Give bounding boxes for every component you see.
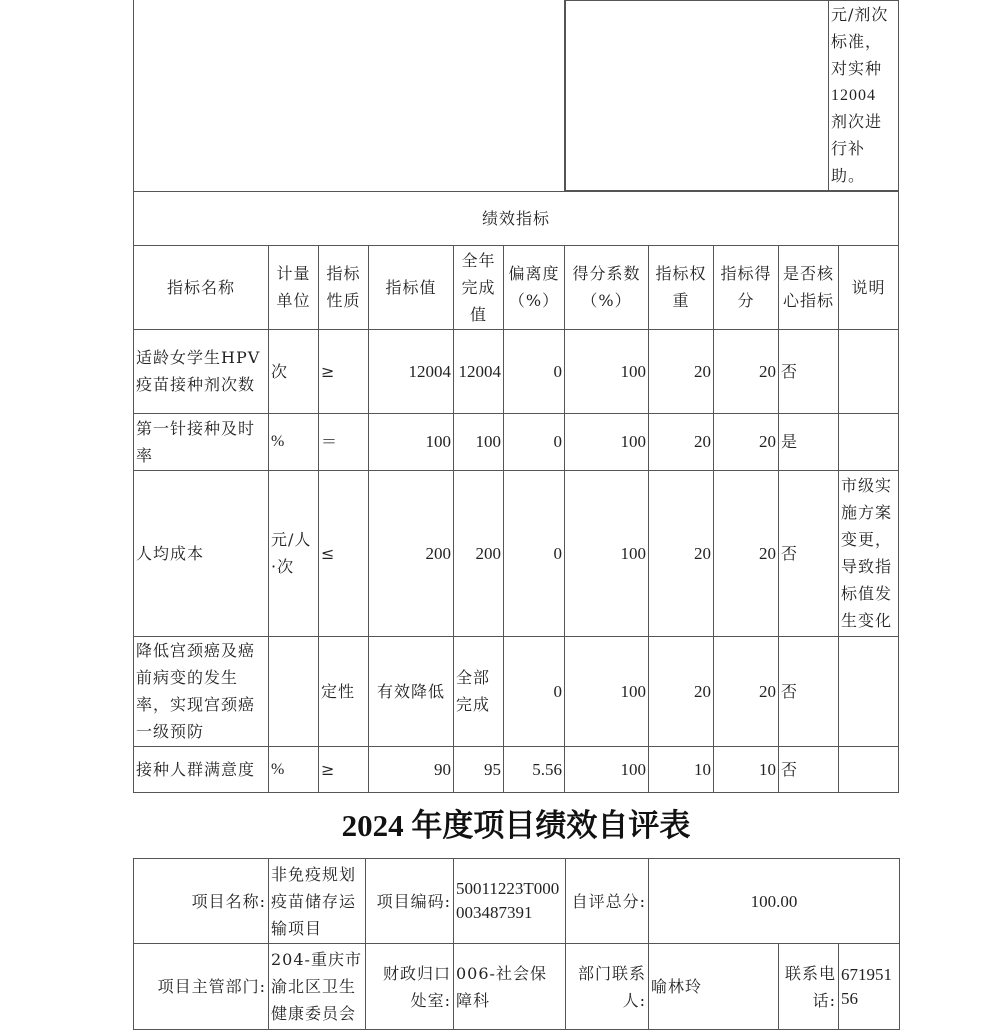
header-cell: 说明 <box>839 245 899 329</box>
indicator-core: 否 <box>779 470 839 636</box>
table-row <box>134 329 899 413</box>
indicator-core: 否 <box>779 636 839 746</box>
indicator-actual: 100 <box>454 413 504 470</box>
contact-value: 喻林玲 <box>649 944 779 1030</box>
project-name-label: 项目名称: <box>134 859 269 944</box>
project-code-value: 50011223T000003487391 <box>454 859 566 944</box>
project-code-label: 项目编码: <box>366 859 454 944</box>
indicator-target: 200 <box>369 470 454 636</box>
indicator-score: 20 <box>714 329 779 413</box>
indicator-nature: ≥ <box>319 329 369 413</box>
indicator-target: 12004 <box>369 329 454 413</box>
indicator-score: 20 <box>714 636 779 746</box>
indicator-nature: 定性 <box>319 636 369 746</box>
header-row <box>134 245 899 329</box>
indicator-unit: 元/人·次 <box>269 470 319 636</box>
contact-label: 部门联系人: <box>566 944 649 1030</box>
indicator-nature: ≥ <box>319 746 369 792</box>
section-title: 绩效指标 <box>134 191 899 245</box>
header-cell: 计量单位 <box>269 245 319 329</box>
dept-value: 204-重庆市渝北区卫生健康委员会 <box>269 944 366 1030</box>
indicator-name: 接种人群满意度 <box>134 746 269 792</box>
performance-table <box>133 0 899 793</box>
header-cell: 指标性质 <box>319 245 369 329</box>
table-row <box>134 413 899 470</box>
header-cell: 指标名称 <box>134 245 269 329</box>
indicator-note <box>839 746 899 792</box>
indicator-name: 降低宫颈癌及癌前病变的发生率，实现宫颈癌一级预防 <box>134 636 269 746</box>
carryover-note <box>829 0 899 190</box>
indicator-nature: ＝ <box>319 413 369 470</box>
table-row <box>134 636 899 746</box>
carryover-cell-empty-1 <box>134 0 565 191</box>
indicator-deviation: 0 <box>504 413 565 470</box>
indicator-coef: 100 <box>565 329 649 413</box>
total-score-label: 自评总分: <box>566 859 649 944</box>
indicator-deviation: 0 <box>504 470 565 636</box>
total-score-value: 100.00 <box>649 859 900 944</box>
indicator-name: 人均成本 <box>134 470 269 636</box>
indicator-target: 有效降低 <box>369 636 454 746</box>
indicator-unit: 次 <box>269 329 319 413</box>
header-cell: 是否核心指标 <box>779 245 839 329</box>
indicator-coef: 100 <box>565 470 649 636</box>
header-cell: 指标得分 <box>714 245 779 329</box>
table-row <box>134 746 899 792</box>
indicator-weight: 20 <box>649 470 714 636</box>
indicator-actual: 200 <box>454 470 504 636</box>
page-title: 2024 年度项目绩效自评表 <box>341 808 691 843</box>
dept-label: 项目主管部门: <box>134 944 269 1030</box>
header-cell: 全年完成值 <box>454 245 504 329</box>
indicator-name: 第一针接种及时率 <box>134 413 269 470</box>
indicator-actual: 12004 <box>454 329 504 413</box>
header-cell: 指标值 <box>369 245 454 329</box>
carryover-row <box>134 0 899 191</box>
indicator-target: 100 <box>369 413 454 470</box>
finance-label: 财政归口处室: <box>366 944 454 1030</box>
table-row <box>134 470 899 636</box>
phone-value: 67195156 <box>839 944 900 1030</box>
indicator-note <box>839 636 899 746</box>
indicator-core: 否 <box>779 746 839 792</box>
indicator-weight: 20 <box>649 329 714 413</box>
table-row <box>134 944 900 1030</box>
self-eval-table <box>133 858 900 1030</box>
table-row <box>134 859 900 944</box>
carryover-line-1: 元/剂次标准，对实种 <box>831 4 889 78</box>
indicator-actual: 95 <box>454 746 504 792</box>
indicator-coef: 100 <box>565 413 649 470</box>
indicator-weight: 20 <box>649 413 714 470</box>
indicator-nature: ≤ <box>319 470 369 636</box>
indicator-note <box>839 413 899 470</box>
indicator-unit <box>269 636 319 746</box>
indicator-core: 是 <box>779 413 839 470</box>
carryover-cell-empty-2 <box>566 0 829 190</box>
carryover-line-2: 12004 剂次进行补助。 <box>831 86 883 185</box>
project-name-value: 非免疫规划疫苗储存运输项目 <box>269 859 366 944</box>
indicator-coef: 100 <box>565 636 649 746</box>
indicator-deviation: 0 <box>504 329 565 413</box>
phone-label: 联系电话: <box>779 944 839 1030</box>
indicator-score: 20 <box>714 413 779 470</box>
indicator-target: 90 <box>369 746 454 792</box>
indicator-weight: 10 <box>649 746 714 792</box>
indicator-core: 否 <box>779 329 839 413</box>
indicator-note: 市级实施方案变更，导致指标值发生变化 <box>839 470 899 636</box>
indicator-actual: 全部完成 <box>454 636 504 746</box>
indicator-score: 20 <box>714 470 779 636</box>
indicator-coef: 100 <box>565 746 649 792</box>
indicator-unit: % <box>269 746 319 792</box>
finance-value: 006-社会保障科 <box>454 944 566 1030</box>
indicator-score: 10 <box>714 746 779 792</box>
header-cell: 得分系数（%） <box>565 245 649 329</box>
indicator-deviation: 5.56 <box>504 746 565 792</box>
header-cell: 指标权重 <box>649 245 714 329</box>
indicator-weight: 20 <box>649 636 714 746</box>
indicator-name: 适龄女学生HPV疫苗接种剂次数 <box>134 329 269 413</box>
header-cell: 偏离度（%） <box>504 245 565 329</box>
indicator-note <box>839 329 899 413</box>
indicator-unit: % <box>269 413 319 470</box>
indicator-deviation: 0 <box>504 636 565 746</box>
